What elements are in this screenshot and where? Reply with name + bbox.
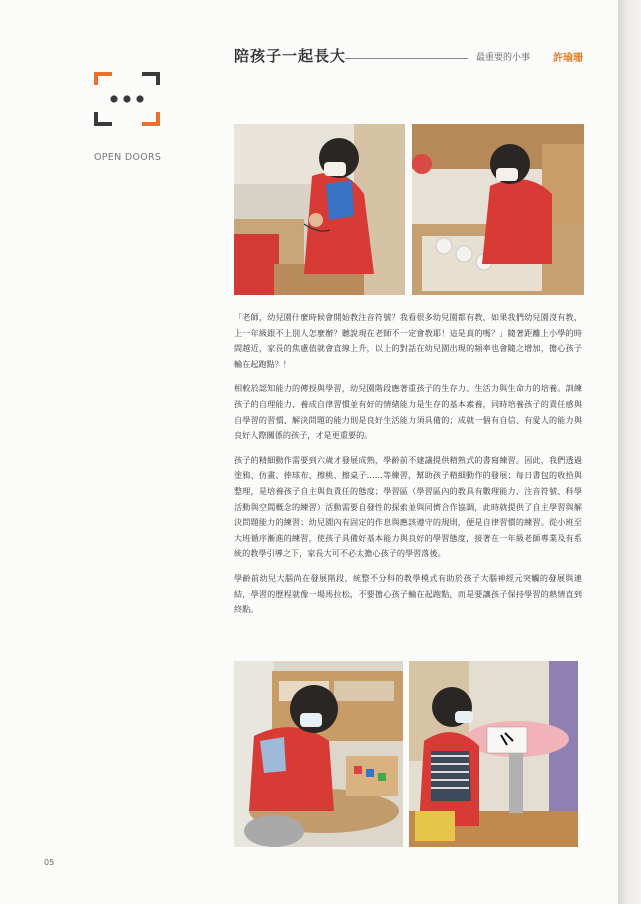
photo-child-sorting-tray: [412, 124, 584, 295]
photo-child-threading-beads: [234, 124, 405, 295]
photo-child-drawing: [409, 661, 578, 847]
title-rule: [345, 58, 468, 59]
paragraph: 相較於認知能力的傳授與學習，幼兒園階段應著重孩子的生存力、生活力與生命力的培養。訓練孩子的自理能力、養成自律習慣並有好的情緒能力是生存的基本素養，同時培養孩子的責任感與自學習的習慣、解決問題的能力則是良好生活能力須具備的；成就一個有自信、有愛人的能力與良好人際關係的孩子，才是更重要的。: [234, 383, 582, 441]
article-subtitle: 最重要的小事: [476, 53, 531, 63]
paragraph: 孩子的精細動作需要到六歲才發展成熟，學齡前不建議提供精熟式的書寫練習。因此，我們透過塗鴉、仿畫、捧球布、擦桃、擦桌子……等練習，幫助孩子精細動作的發展；每日書包的收拾與整理，是培養孩子自主與負責任的態度；學習區（學習區內的教具有數理能力、注音符號、科學活動與空間概念的練習）活動需要自發性的探索並與同儕合作協調，此時就提供了自主學習與解決問題能力的練習；幼兒園內有固定的作息與應該遵守的規則，便是自律習慣的練習。從小班至大班循序漸進的練習，使孩子具備好基本能力與良好的學習態度，接著在一年級老師專業及有系統的教學引導之下，家長大可不必太擔心孩子的學習落後。: [234, 454, 582, 559]
article-body: [234, 310, 582, 627]
open-doors-logo: [94, 72, 160, 126]
article-author: 許瑜珊: [553, 53, 583, 64]
brand-name: OPEN DOORS: [94, 152, 162, 163]
article-title: 陪孩子一起長大: [234, 47, 347, 65]
photo-child-number-puzzle: [234, 661, 403, 847]
page-edge-shadow: [618, 0, 641, 904]
paragraph: 「老師，幼兒園什麼時候會開始教注音符號？我看很多幼兒園都有教，如果我們幼兒園沒有教，上一年級跟不上別人怎麼辦？聽說現在老師不一定會教耶！這是真的嗎？」隨著距離上小學的時間越近，家長的焦慮值就會直線上升，以上的對話在幼兒園出現的頻率也會隨之增加，擔心孩子輸在起跑點？！: [234, 312, 582, 369]
page-number: 05: [44, 858, 55, 867]
paragraph: 學齡前幼兒大腦尚在發展階段，統整不分科的教學模式有助於孩子大腦神經元突觸的發展與連結，學習的歷程就像一場馬拉松，不要擔心孩子輸在起跑點，而是要讓孩子保持學習的熱情直到終點。: [234, 572, 582, 615]
